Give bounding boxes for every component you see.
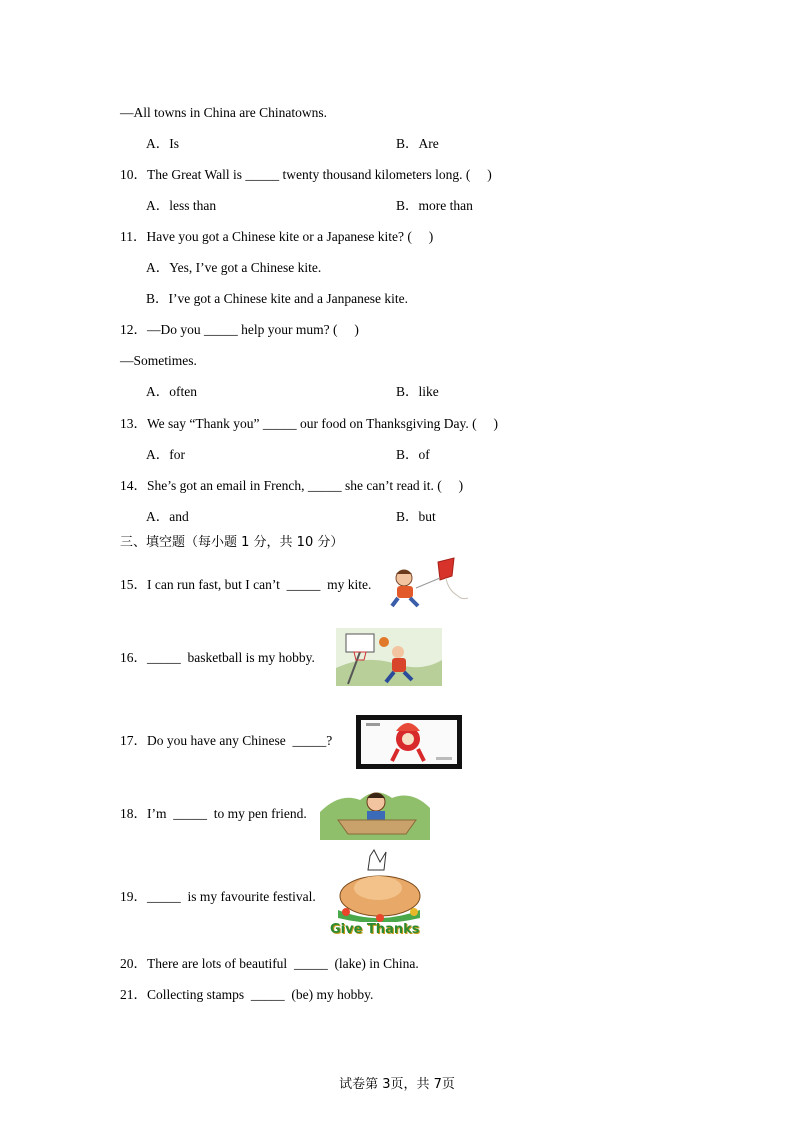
chinese-stamp-image bbox=[356, 715, 462, 769]
q12-answer-line: —Sometimes. bbox=[120, 353, 197, 368]
q16-question: 16．_____ basketball is my hobby. bbox=[120, 650, 315, 665]
page-footer: 试卷第 3页，共 7页 bbox=[339, 1077, 455, 1092]
q14-option-b: B．but bbox=[396, 509, 436, 524]
q13-option-a: A．for bbox=[146, 447, 185, 462]
turkey-image bbox=[328, 848, 428, 940]
boy-writing-image bbox=[320, 782, 430, 840]
q11-option-a: A．Yes, I’ve got a Chinese kite. bbox=[146, 260, 322, 275]
kite-boy-image bbox=[388, 556, 472, 610]
q19-question: 19．_____ is my favourite festival. bbox=[120, 889, 316, 904]
q12-option-b: B．like bbox=[396, 384, 439, 399]
q12-question: 12．—Do you _____ help your mum? ( ) bbox=[120, 322, 359, 337]
turkey-drawing bbox=[328, 848, 428, 922]
q21-question: 21．Collecting stamps _____ (be) my hobby. bbox=[120, 987, 374, 1002]
q11-option-b: B．I’ve got a Chinese kite and a Janpanese kite. bbox=[146, 291, 409, 306]
q13-question: 13．We say “Thank you” _____ our food on Thanksgiving Day. ( ) bbox=[120, 416, 498, 431]
q9-option-b: B．Are bbox=[396, 136, 439, 151]
q14-option-a: A．and bbox=[146, 509, 189, 524]
turkey-caption: Give Thanks bbox=[330, 922, 420, 937]
q10-option-a: A．less than bbox=[146, 198, 217, 213]
q13-option-b: B．of bbox=[396, 447, 430, 462]
q9-answer-line: —All towns in China are Chinatowns. bbox=[120, 105, 327, 120]
q12-option-a: A．often bbox=[146, 384, 197, 399]
q15-question: 15．I can run fast, but I can’t _____ my kite. bbox=[120, 577, 372, 592]
section-heading-fill-in: 三、填空题（每小题 1 分，共 10 分） bbox=[120, 535, 344, 550]
q14-question: 14．She’s got an email in French, _____ she can’t read it. ( ) bbox=[120, 478, 464, 493]
q17-question: 17．Do you have any Chinese _____? bbox=[120, 733, 333, 748]
q20-question: 20．There are lots of beautiful _____ (lake) in China. bbox=[120, 956, 419, 971]
q18-question: 18．I’m _____ to my pen friend. bbox=[120, 806, 307, 821]
q9-option-a: A．Is bbox=[146, 136, 179, 151]
q10-question: 10．The Great Wall is _____ twenty thousand kilometers long. ( ) bbox=[120, 167, 492, 182]
basketball-image bbox=[336, 628, 442, 686]
q11-question: 11．Have you got a Chinese kite or a Japanese kite? ( ) bbox=[120, 229, 434, 244]
q10-option-b: B．more than bbox=[396, 198, 473, 213]
